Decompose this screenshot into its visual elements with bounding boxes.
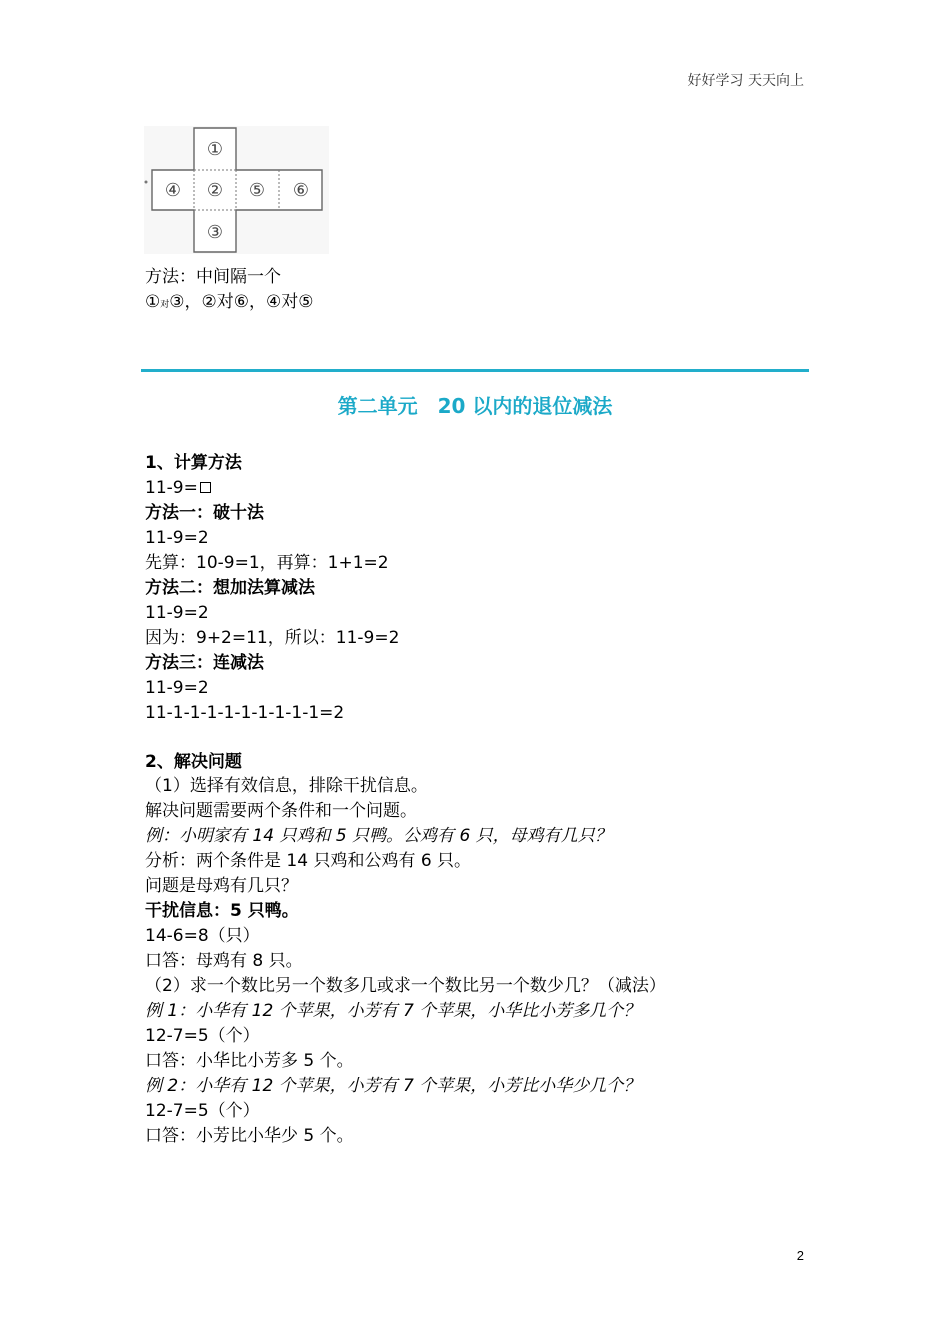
part2-equation1: 12-7=5（个） bbox=[145, 1026, 260, 1046]
face-1: ① bbox=[206, 139, 224, 160]
method-middle-gap: 方法：中间隔一个 bbox=[145, 267, 281, 287]
method3-heading: 方法三：连减法 bbox=[145, 653, 264, 673]
part1-answer: 口答：母鸡有 8 只。 bbox=[145, 951, 303, 971]
method2-heading: 方法二：想加法算减法 bbox=[145, 578, 315, 598]
method3-equation: 11-9=2 bbox=[145, 678, 209, 698]
method1-heading: 方法一：破十法 bbox=[145, 503, 264, 523]
face-2: ② bbox=[206, 180, 224, 201]
part1-example: 例：小明家有 14 只鸡和 5 只鸭。公鸡有 6 只，母鸡有几只？ bbox=[145, 826, 612, 846]
part2-example2: 例 2：小华有 12 个苹果，小芳有 7 个苹果，小芳比小华少几个？ bbox=[145, 1076, 641, 1096]
blank-box-icon bbox=[200, 482, 211, 493]
section1-heading: 1、计算方法 bbox=[145, 453, 242, 473]
part2-answer1: 口答：小华比小芳多 5 个。 bbox=[145, 1051, 354, 1071]
part1-title: （1）选择有效信息，排除干扰信息。 bbox=[145, 776, 428, 796]
face-5: ⑤ bbox=[248, 180, 266, 201]
part1-question: 问题是母鸡有几只？ bbox=[145, 876, 298, 896]
part1-analysis: 分析：两个条件是 14 只鸡和公鸡有 6 只。 bbox=[145, 851, 472, 871]
face-4: ④ bbox=[164, 180, 182, 201]
part2-title: （2）求一个数比另一个数多几或求一个数比另一个数少几？（减法） bbox=[145, 976, 666, 996]
pair-rest: ③，②对⑥，④对⑤ bbox=[169, 292, 314, 312]
opposite-faces-pairs bbox=[145, 290, 313, 318]
section-divider bbox=[141, 369, 809, 372]
method1-steps: 先算：10-9=1，再算：1+1=2 bbox=[145, 553, 389, 573]
method2-equation: 11-9=2 bbox=[145, 603, 209, 623]
part2-equation2: 12-7=5（个） bbox=[145, 1101, 260, 1121]
section2-heading: 2、解决问题 bbox=[145, 752, 242, 772]
method2-reason: 因为：9+2=11，所以：11-9=2 bbox=[145, 628, 400, 648]
pair-dui-small: 对 bbox=[160, 300, 170, 310]
part2-example1: 例 1：小华有 12 个苹果，小芳有 7 个苹果，小华比小芳多几个？ bbox=[145, 1001, 641, 1021]
part1-rule: 解决问题需要两个条件和一个问题。 bbox=[145, 801, 417, 821]
part1-equation: 14-6=8（只） bbox=[145, 926, 260, 946]
unit-title: 第二单元 20 以内的退位减法 bbox=[337, 394, 613, 418]
method3-chain: 11-1-1-1-1-1-1-1-1-1=2 bbox=[145, 703, 345, 723]
pair-first: ① bbox=[145, 292, 161, 312]
face-3: ③ bbox=[206, 222, 224, 243]
header-slogan: 好好学习 天天向上 bbox=[687, 73, 804, 89]
problem-text: 11-9= bbox=[145, 478, 198, 498]
page-number: 2 bbox=[796, 1248, 804, 1263]
face-6: ⑥ bbox=[292, 180, 310, 201]
cube-net-diagram bbox=[144, 126, 329, 254]
part1-distractor: 干扰信息：5 只鸭。 bbox=[145, 901, 299, 921]
problem-line bbox=[145, 476, 211, 501]
part2-answer2: 口答：小芳比小华少 5 个。 bbox=[145, 1126, 354, 1146]
method1-equation: 11-9=2 bbox=[145, 528, 209, 548]
